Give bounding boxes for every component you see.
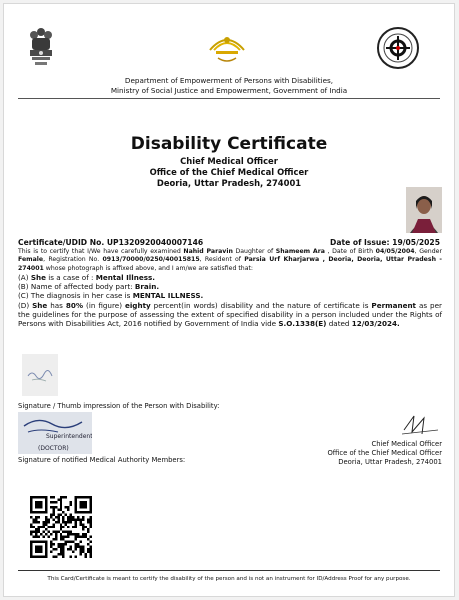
body-text: , Date of Birth <box>324 248 376 255</box>
notification-date: 12/03/2024. <box>351 318 400 328</box>
clause-text: dated <box>326 318 352 328</box>
header-divider <box>18 98 440 99</box>
disability-percent-words: eighty <box>124 300 151 310</box>
footer-disclaimer: This Card/Certificate is meant to certify the disability of the person and is not an instrument for ID/Address Proof for any purpose. <box>47 576 411 582</box>
applicant-name: Nahid Paravin <box>183 248 233 255</box>
diagnosis: MENTAL ILLNESS. <box>132 291 204 301</box>
affected-body-part: Brain. <box>134 282 160 292</box>
clause-text: (C) The diagnosis in her case is <box>18 291 133 301</box>
department-line: Department of Empowerment of Persons with Disabilities, <box>124 76 334 85</box>
clause-text: has <box>47 300 66 310</box>
cmo-office: Office of the Chief Medical Officer <box>327 448 442 457</box>
department-heading <box>4 76 454 96</box>
national-emblem-icon <box>26 26 56 68</box>
issuer-title: Chief Medical Officer <box>180 156 278 166</box>
gender: Female <box>18 256 44 264</box>
authority-signature-label: Signature of notified Medical Authority Members: <box>18 456 186 464</box>
disability-percent: 80% <box>65 300 84 310</box>
person-signature-label: Signature / Thumb impression of the Person with Disability: <box>18 402 220 410</box>
registration-number: 0913/70000/0250/40015815 <box>102 256 200 264</box>
clause-text: percent(in words) disability and the nature of certificate is <box>150 300 372 310</box>
applicant-photo <box>406 187 442 233</box>
cmo-signature-block <box>327 440 442 466</box>
accessible-india-seal-icon <box>376 26 420 70</box>
cmo-signature-image <box>400 410 440 438</box>
footer-divider <box>18 570 440 571</box>
udid-label: Certificate/UDID No. <box>18 238 105 247</box>
disability-type: Mental Illness. <box>95 272 155 282</box>
body-text: , Registration No. <box>43 256 103 264</box>
medical-authority-stamp <box>18 412 92 454</box>
sugamya-bharat-logo-icon <box>204 28 250 68</box>
clause-text: She <box>30 272 46 282</box>
certificate-nature: Permanent <box>371 300 416 310</box>
qr-code-icon[interactable] <box>30 496 92 558</box>
udid-number <box>18 238 203 247</box>
clause-c <box>18 291 442 300</box>
certificate-page <box>3 3 455 597</box>
issue-date <box>330 238 440 247</box>
person-signature-image <box>22 354 58 396</box>
page-title: Disability Certificate <box>130 134 328 154</box>
cmo-title: Chief Medical Officer <box>371 440 442 448</box>
udid-value: UP1320920040007146 <box>106 238 204 247</box>
clause-d <box>18 301 442 329</box>
parent-name: Shameem Ara <box>275 248 325 255</box>
body-text: , Resident of <box>199 256 245 264</box>
issuer-office: Office of the Chief Medical Officer <box>149 167 309 177</box>
ministry-line: Ministry of Social Justice and Empowerment, Government of India <box>110 86 348 95</box>
clause-text: as per the guidelines for the purpose of assessing the extent of specified disability in a person included under the Rights of Persons with Disabilities Act, 2016 notified by Government of India vide <box>18 300 442 328</box>
stamp-text: Superintendent <box>46 433 92 440</box>
certificate-body <box>18 248 442 328</box>
clause-text: is a case of : <box>45 272 96 282</box>
issue-value: 19/05/2025 <box>392 238 440 247</box>
body-text: , Gender <box>414 248 442 255</box>
date-of-birth: 04/05/2004 <box>375 248 415 255</box>
issue-label: Date of Issue: <box>330 238 390 247</box>
cmo-address: Deoria, Uttar Pradesh, 274001 <box>338 457 442 466</box>
issuer-address: Deoria, Uttar Pradesh, 274001 <box>156 178 302 188</box>
body-text: This is to certify that I/We have carefully examined <box>18 248 184 255</box>
certification-paragraph <box>18 248 442 273</box>
residence-address: Parsia Urf Kharjarwa , Deoria, Deoria, Uttar Pradesh - 274001 <box>18 256 442 272</box>
clause-text: (A) <box>18 272 31 282</box>
body-text: whose photograph is affixed above, and I am/we are satisfied that: <box>43 264 254 272</box>
clause-b <box>18 282 442 291</box>
clause-text: (in figure) <box>83 300 125 310</box>
stamp-text: (DOCTOR) <box>38 445 69 452</box>
clause-text: (B) Name of affected body part: <box>18 282 135 292</box>
notification-number: S.O.1338(E) <box>278 318 327 328</box>
clause-text: She <box>32 300 48 310</box>
body-text: Daughter of <box>232 248 276 255</box>
clause-a <box>18 273 442 282</box>
clause-text: (D) <box>18 300 33 310</box>
